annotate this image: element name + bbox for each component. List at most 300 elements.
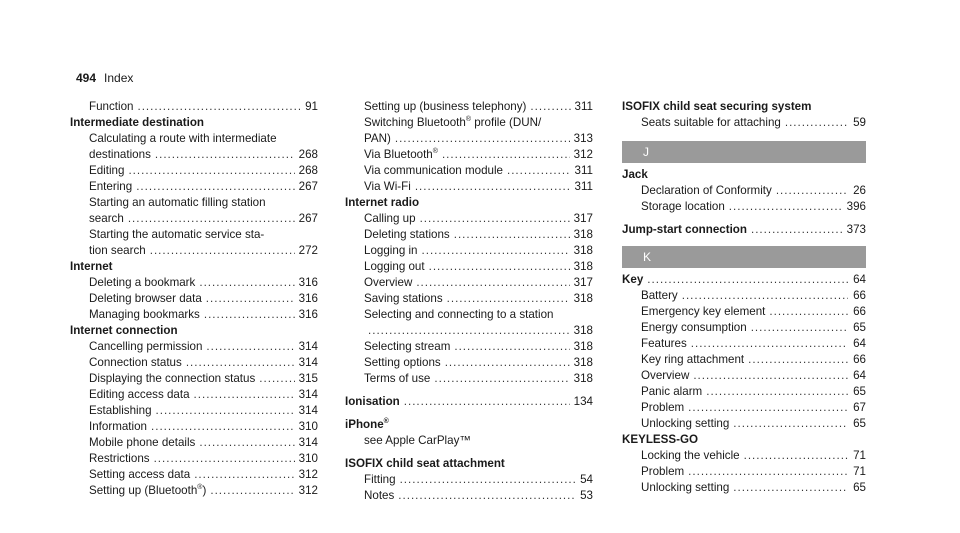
entry-text — [364, 99, 526, 115]
index-subentry[interactable] — [70, 99, 318, 115]
dot-leader — [420, 211, 570, 227]
entry-label: Mobile phone details — [89, 436, 196, 449]
entry-label: Jack — [622, 168, 648, 181]
entry-label: PAN) — [364, 132, 391, 145]
entry-label: Internet — [70, 260, 113, 273]
entry-label: Restrictions — [89, 452, 150, 465]
index-subentry[interactable] — [70, 291, 318, 307]
index-subentry[interactable] — [345, 275, 593, 291]
entry-label: Editing access data — [89, 388, 190, 401]
page-reference[interactable]: 313 — [573, 132, 593, 145]
index-subentry[interactable] — [70, 435, 318, 451]
entry-label: Starting the automatic service sta- — [89, 228, 265, 241]
dot-leader — [691, 336, 848, 352]
page-reference[interactable]: 64 — [853, 369, 866, 382]
entry-text — [345, 394, 400, 410]
entry-label: Logging out — [364, 260, 425, 273]
entry-label: Selecting stream — [364, 340, 451, 353]
entry-text — [70, 259, 113, 275]
entry-label: Information — [89, 420, 147, 433]
entry-text — [364, 355, 441, 371]
dot-leader — [434, 371, 569, 387]
index-column-1 — [70, 99, 318, 499]
page-reference[interactable]: 65 — [853, 481, 866, 494]
index-subentry[interactable] — [70, 195, 318, 211]
index-entry[interactable] — [622, 222, 866, 238]
index-subentry[interactable] — [622, 384, 866, 400]
index-subentry[interactable] — [70, 355, 318, 371]
entry-text — [89, 291, 202, 307]
entry-label: Via Wi-Fi — [364, 180, 411, 193]
index-subentry[interactable] — [345, 355, 593, 371]
page-reference[interactable]: 67 — [853, 401, 866, 414]
entry-text — [89, 403, 152, 419]
entry-text — [641, 400, 684, 416]
page-reference[interactable]: 59 — [853, 116, 866, 129]
dot-leader — [751, 222, 843, 238]
entry-label: Setting access data — [89, 468, 191, 481]
entry-text — [364, 179, 411, 195]
registered-mark: ® — [465, 116, 472, 123]
dot-leader — [442, 147, 570, 163]
dot-leader — [194, 467, 294, 483]
entry-text — [345, 456, 505, 472]
page-reference[interactable]: 318 — [573, 372, 593, 385]
dot-leader — [194, 387, 295, 403]
entry-label: Calculating a route with intermediate — [89, 132, 277, 145]
page-reference[interactable]: 316 — [298, 308, 318, 321]
page-reference[interactable]: 317 — [573, 276, 593, 289]
entry-text — [641, 416, 729, 432]
page-reference[interactable]: 311 — [574, 164, 593, 177]
dot-leader — [454, 227, 570, 243]
entry-label: Connection status — [89, 356, 182, 369]
entry-text — [364, 147, 438, 163]
page-reference[interactable]: 318 — [573, 228, 593, 241]
dot-leader — [259, 371, 294, 387]
dot-leader — [416, 275, 569, 291]
page-reference[interactable]: 71 — [853, 449, 866, 462]
entry-label: see Apple CarPlay™ — [364, 434, 471, 447]
page-reference[interactable]: 318 — [573, 356, 593, 369]
index-subentry[interactable] — [345, 163, 593, 179]
index-entry[interactable] — [70, 259, 318, 275]
dot-leader — [156, 403, 295, 419]
entry-text — [364, 433, 471, 449]
page-reference[interactable]: 134 — [573, 395, 593, 408]
index-subentry[interactable] — [622, 448, 866, 464]
page-reference[interactable]: 396 — [846, 200, 866, 213]
dot-leader — [507, 163, 571, 179]
page-reference[interactable]: 311 — [574, 100, 593, 113]
entry-text — [622, 222, 747, 238]
index-subentry[interactable] — [70, 275, 318, 291]
index-subentry[interactable] — [70, 179, 318, 195]
index-subentry[interactable] — [622, 480, 866, 496]
index-subentry[interactable] — [622, 304, 866, 320]
entry-text — [622, 99, 811, 115]
dot-leader — [210, 483, 294, 499]
entry-label: Unlocking setting — [641, 417, 730, 430]
index-subentry[interactable] — [70, 387, 318, 403]
entry-label: Selecting and connecting to a station — [364, 308, 554, 321]
dot-leader — [400, 472, 575, 488]
index-entry[interactable] — [70, 115, 318, 131]
index-subentry[interactable] — [345, 131, 593, 147]
page-reference[interactable]: 65 — [853, 417, 866, 430]
entry-text — [622, 432, 698, 448]
entry-label: Storage location — [641, 200, 725, 213]
page-reference[interactable]: 64 — [853, 273, 866, 286]
page-reference[interactable]: 318 — [573, 260, 593, 273]
page-reference[interactable]: 312 — [298, 484, 318, 497]
dot-leader — [748, 352, 848, 368]
index-entry[interactable] — [345, 195, 593, 211]
page-reference[interactable]: 316 — [298, 292, 318, 305]
entry-label: Saving stations — [364, 292, 443, 305]
dot-leader — [693, 368, 848, 384]
page-reference[interactable]: 272 — [298, 244, 318, 257]
index-subentry[interactable] — [622, 400, 866, 416]
entry-text — [641, 448, 740, 464]
dot-leader — [206, 339, 294, 355]
entry-text — [364, 291, 443, 307]
index-subentry[interactable] — [70, 371, 318, 387]
entry-label: Seats suitable for attaching — [641, 116, 781, 129]
page-reference[interactable]: 311 — [574, 180, 593, 193]
entry-label: Via Bluetooth — [364, 148, 433, 161]
index-subentry[interactable] — [345, 147, 593, 163]
entry-label: Locking the vehicle — [641, 449, 740, 462]
page-reference[interactable]: 318 — [573, 244, 593, 257]
index-subentry[interactable] — [70, 403, 318, 419]
entry-text — [89, 339, 202, 355]
index-subentry[interactable] — [345, 433, 593, 449]
index-letter-heading: K — [622, 246, 866, 268]
registered-mark: ® — [197, 484, 203, 491]
entry-label: Problem — [641, 401, 685, 414]
page-reference[interactable]: 317 — [573, 212, 593, 225]
entry-text — [89, 243, 146, 259]
index-subentry[interactable] — [70, 163, 318, 179]
registered-mark: ® — [432, 148, 438, 155]
page-reference[interactable]: 26 — [853, 184, 866, 197]
entry-label: destinations — [89, 148, 151, 161]
entry-text — [89, 227, 264, 243]
entry-text — [89, 387, 190, 403]
page-reference[interactable]: 53 — [580, 489, 593, 502]
entry-text — [641, 115, 781, 131]
entry-label: Key ring attachment — [641, 353, 745, 366]
page-reference[interactable]: 268 — [298, 148, 318, 161]
index-subentry[interactable] — [622, 352, 866, 368]
dot-leader — [454, 339, 569, 355]
dot-leader — [422, 243, 570, 259]
dot-leader — [368, 323, 570, 339]
page-reference[interactable]: 65 — [853, 321, 866, 334]
entry-text — [641, 304, 765, 320]
index-entry[interactable] — [622, 272, 866, 288]
dot-leader — [445, 355, 570, 371]
index-subentry[interactable] — [622, 416, 866, 432]
entry-text — [345, 195, 419, 211]
entry-text — [641, 183, 772, 199]
dot-leader — [404, 394, 570, 410]
entry-label: Notes — [364, 489, 395, 502]
entry-text — [641, 384, 702, 400]
page-reference[interactable]: 312 — [573, 148, 593, 161]
entry-text — [364, 227, 450, 243]
entry-label: KEYLESS-GO — [622, 433, 699, 446]
index-entry[interactable] — [622, 167, 866, 183]
dot-leader — [154, 451, 295, 467]
entry-label: ISOFIX child seat securing system — [622, 100, 812, 113]
entry-text — [641, 352, 744, 368]
index-entry[interactable] — [622, 432, 866, 448]
page-reference[interactable]: 310 — [298, 452, 318, 465]
page-reference[interactable]: 267 — [298, 180, 318, 193]
entry-text — [89, 99, 133, 115]
entry-label: Editing — [89, 164, 125, 177]
index-subentry[interactable] — [345, 99, 593, 115]
index-column-2 — [345, 99, 593, 504]
index-entry[interactable] — [345, 394, 593, 410]
entry-label: Declaration of Conformity — [641, 184, 772, 197]
entry-text — [364, 163, 503, 179]
index-subentry[interactable] — [345, 259, 593, 275]
entry-text — [89, 435, 195, 451]
entry-text — [364, 472, 396, 488]
dot-leader — [733, 480, 848, 496]
entry-label: Features — [641, 337, 687, 350]
index-subentry[interactable] — [345, 291, 593, 307]
index-subentry[interactable] — [70, 307, 318, 323]
dot-leader — [415, 179, 571, 195]
page-reference[interactable]: 66 — [853, 305, 866, 318]
entry-text — [70, 323, 178, 339]
index-subentry[interactable] — [70, 483, 318, 499]
entry-text — [641, 464, 684, 480]
index-subentry[interactable] — [70, 419, 318, 435]
index-subentry[interactable] — [70, 211, 318, 227]
entry-text — [364, 371, 430, 387]
entry-text — [89, 131, 277, 147]
index-subentry[interactable] — [345, 179, 593, 195]
page-reference[interactable]: 91 — [305, 100, 318, 113]
entry-label: Internet connection — [70, 324, 178, 337]
index-subentry[interactable] — [622, 288, 866, 304]
dot-leader — [395, 131, 570, 147]
entry-label: ISOFIX child seat attachment — [345, 457, 505, 470]
dot-leader — [447, 291, 570, 307]
entry-text — [641, 368, 689, 384]
entry-label: Intermediate destination — [70, 116, 204, 129]
dot-leader — [729, 199, 843, 215]
page-reference[interactable]: 54 — [580, 473, 593, 486]
entry-text — [641, 320, 747, 336]
dot-leader — [128, 163, 294, 179]
registered-mark: ® — [383, 418, 389, 425]
index-subentry[interactable] — [70, 147, 318, 163]
entry-label-tail: profile (DUN/ — [471, 116, 542, 129]
page-reference[interactable]: 318 — [573, 292, 593, 305]
entry-text — [641, 199, 725, 215]
index-entry[interactable] — [345, 456, 593, 472]
entry-label: Battery — [641, 289, 678, 302]
entry-label: Jump-start connection — [622, 223, 747, 236]
entry-label: Overview — [364, 276, 413, 289]
dot-leader — [128, 211, 295, 227]
page-reference[interactable]: 314 — [298, 356, 318, 369]
entry-label: Key — [622, 273, 644, 286]
entry-label: Managing bookmarks — [89, 308, 200, 321]
dot-leader — [137, 99, 300, 115]
index-letter-heading: J — [622, 141, 866, 163]
entry-label: Displaying the connection status — [89, 372, 256, 385]
index-subentry[interactable] — [345, 227, 593, 243]
page-reference[interactable]: 316 — [298, 276, 318, 289]
entry-label: Logging in — [364, 244, 418, 257]
page-reference[interactable]: 315 — [298, 372, 318, 385]
index-subentry[interactable] — [622, 368, 866, 384]
index-subentry[interactable] — [345, 211, 593, 227]
index-subentry[interactable] — [345, 488, 593, 504]
dot-leader — [204, 307, 295, 323]
index-subentry[interactable] — [622, 199, 866, 215]
dot-leader — [429, 259, 570, 275]
page-reference[interactable]: 314 — [298, 388, 318, 401]
index-subentry[interactable] — [70, 243, 318, 259]
dot-leader — [199, 275, 294, 291]
page-number: 494 — [76, 71, 97, 85]
page-reference[interactable]: 71 — [853, 465, 866, 478]
index-subentry[interactable] — [345, 307, 593, 323]
page-header — [76, 71, 133, 85]
dot-leader — [186, 355, 295, 371]
entry-text — [622, 272, 643, 288]
page-reference[interactable]: 65 — [853, 385, 866, 398]
entry-text — [641, 480, 729, 496]
entry-text — [364, 211, 416, 227]
entry-label: Terms of use — [364, 372, 431, 385]
index-entry[interactable] — [345, 417, 593, 433]
entry-label: Emergency key element — [641, 305, 766, 318]
entry-label: Setting up (Bluetooth — [89, 484, 198, 497]
dot-leader — [199, 435, 294, 451]
page-reference[interactable]: 314 — [298, 340, 318, 353]
index-subentry[interactable] — [345, 115, 593, 131]
dot-leader — [733, 416, 848, 432]
entry-text — [364, 339, 450, 355]
entry-text — [89, 179, 132, 195]
entry-label: Deleting a bookmark — [89, 276, 196, 289]
index-subentry[interactable] — [70, 131, 318, 147]
index-subentry[interactable] — [345, 339, 593, 355]
entry-text — [622, 167, 648, 183]
entry-label: Entering — [89, 180, 133, 193]
dot-leader — [706, 384, 848, 400]
page-reference[interactable]: 318 — [573, 340, 593, 353]
index-subentry[interactable] — [70, 451, 318, 467]
entry-label: Via communication module — [364, 164, 503, 177]
entry-text — [364, 115, 541, 131]
index-subentry[interactable] — [622, 336, 866, 352]
entry-text — [70, 115, 204, 131]
entry-text — [89, 147, 151, 163]
entry-label: Deleting stations — [364, 228, 450, 241]
index-subentry[interactable] — [70, 467, 318, 483]
index-entry[interactable] — [622, 99, 866, 115]
index-subentry[interactable] — [622, 464, 866, 480]
entry-text — [364, 488, 394, 504]
index-subentry[interactable] — [622, 183, 866, 199]
page-reference[interactable]: 373 — [846, 223, 866, 236]
index-subentry[interactable] — [622, 115, 866, 131]
page-reference[interactable]: 267 — [298, 212, 318, 225]
entry-text — [89, 451, 150, 467]
entry-label: Cancelling permission — [89, 340, 203, 353]
entry-text — [364, 243, 418, 259]
entry-text — [345, 417, 389, 433]
index-column-3 — [622, 99, 866, 496]
index-subentry[interactable] — [345, 472, 593, 488]
page-reference[interactable]: 64 — [853, 337, 866, 350]
page-reference[interactable]: 66 — [853, 353, 866, 366]
entry-text — [364, 259, 425, 275]
entry-label: tion search — [89, 244, 146, 257]
entry-text — [364, 275, 412, 291]
entry-text — [89, 307, 200, 323]
index-subentry[interactable] — [345, 323, 593, 339]
entry-label: Setting up (business telephony) — [364, 100, 527, 113]
dot-leader — [151, 419, 295, 435]
page-reference[interactable]: 268 — [298, 164, 318, 177]
entry-label: search — [89, 212, 124, 225]
entry-text — [89, 467, 190, 483]
entry-label: Establishing — [89, 404, 152, 417]
index-subentry[interactable] — [70, 339, 318, 355]
dot-leader — [769, 304, 848, 320]
index-subentry[interactable] — [622, 320, 866, 336]
index-entry[interactable] — [70, 323, 318, 339]
index-subentry[interactable] — [70, 227, 318, 243]
index-subentry[interactable] — [345, 243, 593, 259]
page-reference[interactable]: 318 — [573, 324, 593, 337]
entry-text — [89, 163, 124, 179]
entry-text — [641, 288, 678, 304]
entry-label-tail: ) — [202, 484, 207, 497]
entry-text — [364, 131, 391, 147]
dot-leader — [776, 183, 848, 199]
entry-label: Calling up — [364, 212, 416, 225]
page-reference[interactable]: 314 — [298, 436, 318, 449]
page-reference[interactable]: 310 — [298, 420, 318, 433]
dot-leader — [744, 448, 848, 464]
entry-label: Switching Bluetooth — [364, 116, 466, 129]
entry-label: Function — [89, 100, 134, 113]
entry-label: Ionisation — [345, 395, 400, 408]
page-reference[interactable]: 66 — [853, 289, 866, 302]
index-subentry[interactable] — [345, 371, 593, 387]
entry-label: Problem — [641, 465, 685, 478]
page-reference[interactable]: 312 — [298, 468, 318, 481]
entry-label: Overview — [641, 369, 690, 382]
dot-leader — [688, 464, 848, 480]
page-reference[interactable]: 314 — [298, 404, 318, 417]
dot-leader — [150, 243, 295, 259]
entry-text — [89, 211, 124, 227]
entry-label: Panic alarm — [641, 385, 703, 398]
